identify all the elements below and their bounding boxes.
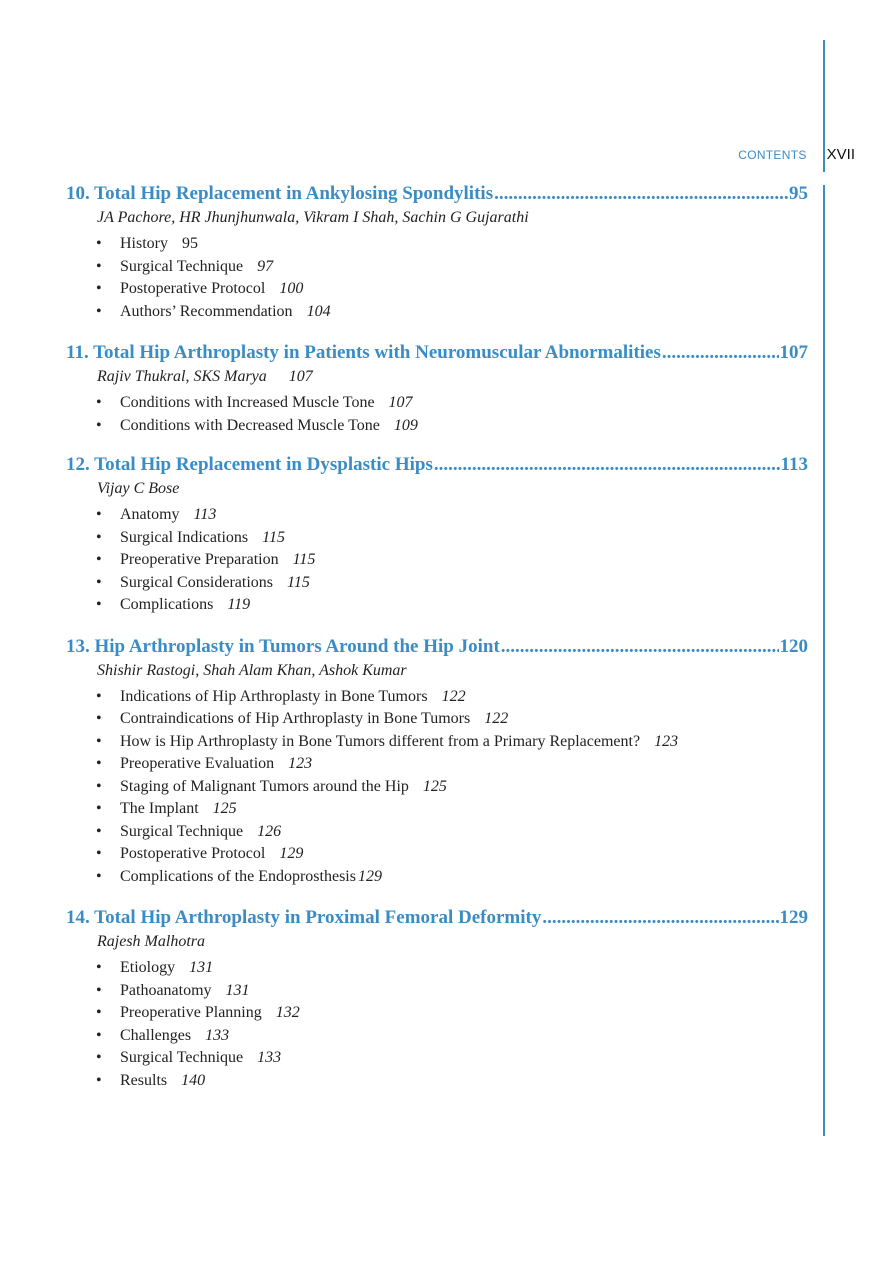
running-head — [738, 146, 855, 163]
topic-page-number: 95 — [182, 235, 198, 252]
topic-page-number: 123 — [654, 732, 679, 750]
chapter-title-text: 11. Total Hip Arthroplasty in Patients with Neuromuscular Abnormalities — [66, 342, 661, 363]
topic-page-number: 109 — [393, 416, 418, 434]
topic-item[interactable] — [96, 821, 808, 844]
chapter-authors — [66, 478, 808, 500]
bullet-icon: • — [96, 1004, 102, 1021]
topic-item[interactable] — [96, 278, 808, 301]
topic-item[interactable] — [96, 301, 808, 324]
topic-list — [66, 686, 808, 889]
topic-item[interactable] — [96, 392, 808, 415]
authors-names: JA Pachore, HR Jhunjhunwala, Vikram I Shah, Sachin G Gujarathi — [97, 209, 529, 226]
bullet-icon: • — [96, 416, 102, 434]
running-head-label: CONTENTS — [738, 148, 807, 162]
topic-item[interactable] — [96, 233, 808, 256]
authors-names: Vijay C Bose — [97, 480, 180, 497]
topic-list — [66, 392, 808, 437]
topic-item[interactable] — [96, 256, 808, 279]
topic-page-number: 107 — [388, 394, 413, 411]
topic-page-number: 104 — [306, 302, 331, 320]
bullet-icon: • — [96, 506, 102, 523]
topic-label: Surgical Considerations — [120, 573, 274, 591]
topic-label: Surgical Indications — [120, 528, 249, 546]
topic-page-number: 122 — [484, 710, 509, 727]
chapter-title-text: 12. Total Hip Replacement in Dysplastic Hips — [66, 454, 433, 475]
topic-label: Postoperative Protocol — [120, 845, 266, 862]
authors-names: Rajiv Thukral, SKS Marya — [97, 368, 267, 385]
topic-page-number: 133 — [257, 1049, 282, 1066]
bullet-icon: • — [96, 596, 102, 613]
bullet-icon: • — [96, 687, 102, 705]
topic-label: Indications of Hip Arthroplasty in Bone Tumors — [120, 687, 428, 705]
table-of-contents — [66, 180, 808, 1108]
topic-item[interactable] — [96, 843, 808, 866]
bullet-icon: • — [96, 235, 102, 252]
topic-label: Contraindications of Hip Arthroplasty in Bone Tumors — [120, 710, 471, 727]
authors-page-number: 107 — [288, 368, 313, 385]
topic-page-number: 126 — [257, 822, 282, 840]
topic-page-number: 129 — [357, 867, 382, 885]
topic-item[interactable] — [96, 504, 808, 527]
chapter-entry — [66, 633, 808, 889]
chapter-title[interactable] — [66, 904, 808, 932]
topic-item[interactable] — [96, 1047, 808, 1070]
topic-item[interactable] — [96, 708, 808, 731]
topic-item[interactable] — [96, 731, 808, 754]
bullet-icon: • — [96, 257, 102, 275]
topic-page-number: 125 — [422, 777, 447, 795]
topic-label: Conditions with Decreased Muscle Tone — [120, 416, 380, 434]
chapter-title[interactable] — [66, 633, 808, 661]
chapter-authors — [66, 366, 808, 388]
chapter-entry — [66, 904, 808, 1092]
topic-label: Complications — [120, 596, 214, 613]
bullet-icon: • — [96, 528, 102, 546]
topic-label: Pathoanatomy — [120, 981, 212, 999]
topic-item[interactable] — [96, 572, 808, 595]
bullet-icon: • — [96, 845, 102, 862]
bullet-icon: • — [96, 981, 102, 999]
authors-names: Rajesh Malhotra — [97, 933, 205, 950]
topic-label: Postoperative Protocol — [120, 280, 266, 297]
topic-item[interactable] — [96, 1025, 808, 1048]
chapter-title-text: 14. Total Hip Arthroplasty in Proximal Femoral Deformity — [66, 907, 542, 928]
topic-label: Surgical Technique — [120, 822, 244, 840]
chapter-authors — [66, 931, 808, 953]
chapter-page-number: 95 — [789, 183, 808, 204]
topic-item[interactable] — [96, 753, 808, 776]
topic-label: Preoperative Evaluation — [120, 755, 275, 772]
bullet-icon: • — [96, 280, 102, 297]
topic-item[interactable] — [96, 1002, 808, 1025]
chapter-authors — [66, 207, 808, 229]
topic-list — [66, 504, 808, 617]
chapter-title-text: 13. Hip Arthroplasty in Tumors Around the Hip Joint — [66, 635, 500, 657]
topic-page-number: 131 — [225, 981, 250, 999]
topic-page-number: 133 — [205, 1026, 230, 1044]
bullet-icon: • — [96, 777, 102, 795]
topic-page-number: 129 — [279, 845, 304, 862]
dot-leader — [494, 180, 788, 208]
dot-leader — [662, 339, 779, 367]
topic-item[interactable] — [96, 594, 808, 617]
chapter-entry — [66, 451, 808, 617]
topic-page-number: 122 — [441, 687, 466, 705]
topic-item[interactable] — [96, 686, 808, 709]
topic-item[interactable] — [96, 527, 808, 550]
topic-item[interactable] — [96, 776, 808, 799]
authors-names: Shishir Rastogi, Shah Alam Khan, Ashok Kumar — [97, 661, 407, 679]
bullet-icon: • — [96, 551, 102, 568]
topic-page-number: 140 — [181, 1071, 206, 1089]
topic-label: How is Hip Arthroplasty in Bone Tumors different from a Primary Replacement? — [120, 732, 641, 750]
topic-label: Etiology — [120, 959, 176, 976]
topic-label: Anatomy — [120, 506, 180, 523]
bullet-icon: • — [96, 1071, 102, 1089]
topic-item[interactable] — [96, 957, 808, 980]
bullet-icon: • — [96, 755, 102, 772]
chapter-page-number: 107 — [779, 342, 808, 363]
topic-page-number: 115 — [262, 528, 285, 546]
topic-label: Surgical Technique — [120, 257, 244, 275]
topic-label: Challenges — [120, 1026, 192, 1044]
bullet-icon: • — [96, 867, 102, 885]
bullet-icon: • — [96, 732, 102, 750]
bullet-icon: • — [96, 1049, 102, 1066]
chapter-page-number: 113 — [780, 454, 808, 475]
chapter-entry — [66, 180, 808, 323]
topic-label: Authors’ Recommendation — [120, 302, 293, 320]
topic-item[interactable] — [96, 980, 808, 1003]
chapter-page-number: 120 — [779, 635, 808, 657]
chapter-page-number: 129 — [779, 907, 808, 928]
topic-page-number: 115 — [287, 573, 310, 591]
topic-item[interactable] — [96, 798, 808, 821]
topic-list — [66, 957, 808, 1092]
bullet-icon: • — [96, 1026, 102, 1044]
topic-label: The Implant — [120, 800, 199, 817]
chapter-title[interactable] — [66, 180, 808, 208]
topic-page-number: 113 — [193, 506, 217, 523]
topic-page-number: 115 — [292, 551, 316, 568]
topic-item[interactable] — [96, 866, 808, 889]
topic-list — [66, 233, 808, 323]
chapter-entry — [66, 339, 808, 437]
topic-page-number: 119 — [227, 596, 251, 613]
topic-label: History — [120, 235, 168, 252]
bullet-icon: • — [96, 822, 102, 840]
topic-item[interactable] — [96, 1070, 808, 1093]
chapter-title[interactable] — [66, 451, 808, 479]
topic-label: Preoperative Preparation — [120, 551, 279, 568]
bullet-icon: • — [96, 800, 102, 817]
bullet-icon: • — [96, 573, 102, 591]
topic-page-number: 132 — [275, 1004, 300, 1021]
topic-label: Preoperative Planning — [120, 1004, 262, 1021]
topic-item[interactable] — [96, 549, 808, 572]
dot-leader — [434, 451, 780, 479]
bullet-icon: • — [96, 959, 102, 976]
topic-label: Conditions with Increased Muscle Tone — [120, 394, 375, 411]
topic-page-number: 100 — [279, 280, 304, 297]
topic-label: Staging of Malignant Tumors around the Hip — [120, 777, 409, 795]
chapter-authors — [66, 660, 808, 682]
dot-leader — [542, 904, 778, 932]
topic-item[interactable] — [96, 415, 808, 438]
bullet-icon: • — [96, 302, 102, 320]
topic-label: Results — [120, 1071, 168, 1089]
bullet-icon: • — [96, 394, 102, 411]
topic-page-number: 131 — [189, 959, 214, 976]
page-number: XVII — [826, 146, 855, 163]
margin-rule-bottom — [823, 185, 825, 1136]
dot-leader — [501, 633, 779, 661]
topic-page-number: 97 — [257, 257, 274, 275]
topic-label: Complications of the Endoprosthesis — [120, 867, 356, 885]
chapter-title-text: 10. Total Hip Replacement in Ankylosing Spondylitis — [66, 183, 494, 204]
topic-page-number: 123 — [288, 755, 313, 772]
topic-page-number: 125 — [212, 800, 237, 817]
topic-label: Surgical Technique — [120, 1049, 244, 1066]
chapter-title[interactable] — [66, 339, 808, 367]
bullet-icon: • — [96, 710, 102, 727]
